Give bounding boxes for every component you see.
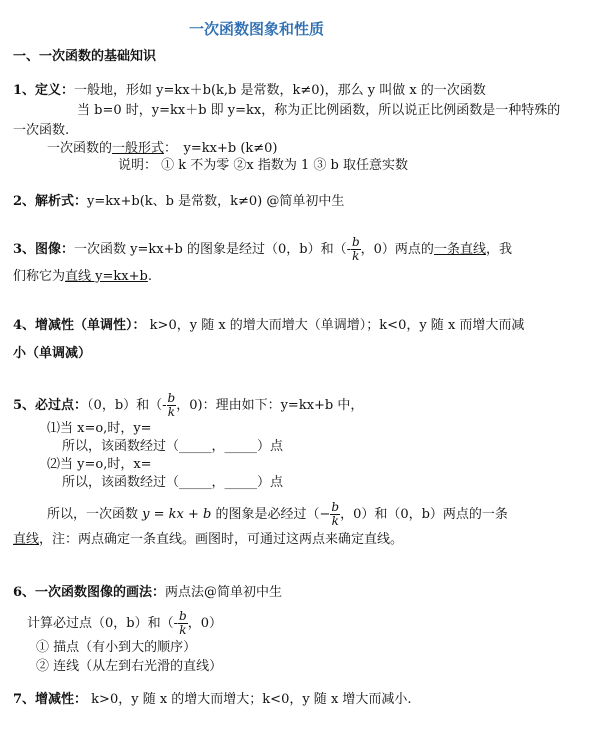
monotonicity-summary-label: 7、增减性： [13, 692, 88, 707]
monotonicity-line-2: 小（单调减） [13, 346, 92, 361]
case-1: ⑴当 x=o,时，y= [47, 421, 152, 436]
fixed-points-line: 5、必过点：（0，b）和（- $\frac{b}{k}$ ，0)：理由如下：y=kx+b 中， [13, 391, 364, 419]
case-2: ⑵当 y=o,时，x= [47, 457, 152, 472]
definition-label: 1、定义： [13, 83, 75, 98]
general-form: 一次函数的一般形式： y=kx+b (k≠0) [47, 141, 278, 156]
general-form-term: 一般形式 [112, 141, 165, 156]
section-heading: 一、一次函数的基础知识 [13, 49, 157, 64]
definition-line-3: 一次函数. [13, 123, 70, 138]
fixed-points-label: 5、必过点： [13, 398, 88, 413]
step-2: ② 连线（从左到右光滑的直线） [36, 659, 223, 674]
graph-line-2: 们称它为直线 y=kx+b. [13, 269, 152, 284]
monotonicity-line-1: 4、增减性（单调性）： k>0，y 随 x 的增大而增大（单调增）；k<0，y 随 x 而增大而减 [13, 318, 525, 333]
fraction-b-over-k: $\frac{b}{k}$ [179, 609, 187, 637]
document-title: 一次函数图象和性质 [189, 20, 325, 38]
monotonicity-label: 4、增减性（单调性）： [13, 318, 146, 333]
monotonicity-summary: 7、增减性： k>0，y 随 x 的增大而增大；k<0，y 随 x 增大而减小. [13, 692, 412, 707]
fraction-b-over-k: $\frac{b}{k}$ [167, 391, 176, 419]
case-2-result: 所以，该函数经过（_____，_____）点 [62, 475, 284, 490]
definition-line-1: 1、定义：一般地，形如 y=kx＋b(k,b 是常数，k≠0)，那么 y 叫做 x 的一次函数 [13, 83, 486, 98]
graph-label: 3、图像： [13, 242, 75, 257]
conclusion-line-2: 直线，注：两点确定一条直线。画图时，可通过这两点来确定直线。 [13, 532, 404, 547]
step-1: ① 描点（有小到大的顺序） [36, 640, 197, 655]
calc-points: 计算必过点（0，b）和（- $\frac{b}{k}$ ，0） [27, 609, 222, 637]
graph-line-1: 3、图像：一次函数 y=kx+b 的图象是经过（0，b）和（- $\frac{b}{k}$ ，0）两点的一条直线，我 [13, 235, 512, 263]
analytic-label: 2、解析式： [13, 194, 88, 209]
general-form-note: 说明： ① k 不为零 ②x 指数为 1 ③ b 取任意实数 [118, 158, 408, 173]
definition-line-2: 当 b=0 时，y=kx＋b 即 y=kx，称为正比例函数，所以说正比例函数是一种特殊的 [77, 103, 561, 118]
fraction-b-over-k: $\frac{b}{k}$ [351, 235, 360, 263]
case-1-result: 所以，该函数经过（_____，_____）点 [62, 439, 284, 454]
fraction-b-over-k: $\frac{b}{k}$ [331, 500, 340, 528]
drawing-method: 6、一次函数图像的画法：两点法@简单初中生 [13, 585, 283, 600]
conclusion-line-1: 所以，一次函数 y = kx + b 的图象是必经过（− $\frac{b}{k}$ ，0）和（0，b）两点的一条 [47, 500, 508, 528]
formula: y = kx + b [142, 507, 212, 522]
drawing-method-label: 6、一次函数图像的画法： [13, 585, 166, 600]
analytic-expression: 2、解析式：y=kx+b(k、b 是常数，k≠0) @简单初中生 [13, 194, 345, 209]
